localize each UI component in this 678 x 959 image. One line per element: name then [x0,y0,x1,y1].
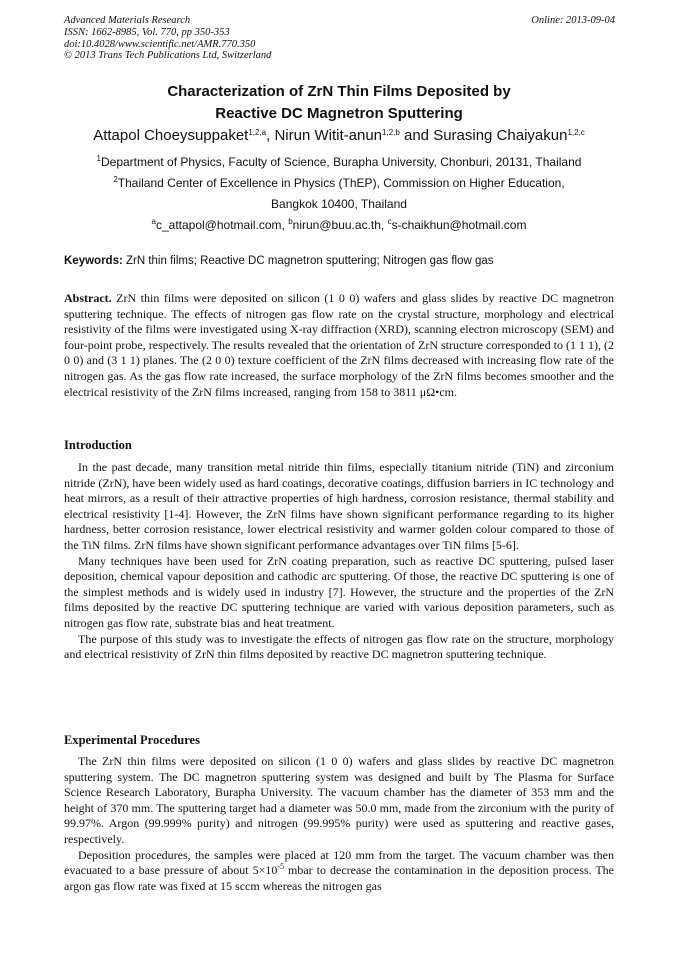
doi: doi:10.4028/www.scientific.net/AMR.770.350 [64,38,256,50]
email-marker: b [288,217,293,226]
author-name: Surasing Chaiyakun [433,127,568,144]
paragraph: In the past decade, many transition metal nitride thin films, especially titanium nitride (TiN) and zirconium nitride (ZrN), have been widely used as hard coatings, decorative coatings, diffusion barriers in IC technology and heat mirrors, as a result of their attractive properties of high hardness, corrosion resistance, thermal stability and electrical resistivity [1-4]. However, the ZrN films have shown significant performance regarding to its higher hardness, better corrosion resistance, lower electrical resistivity and warmer golden colour compared to those of the TiN films. ZrN films have shown significant performance advantages over TiN films [5-6]. [64,460,614,552]
online-date: Online: 2013-09-04 [531,15,615,26]
affiliations [30,152,648,236]
affiliation-2-line-2: Bangkok 10400, Thailand [271,197,407,211]
affiliation-text: Department of Physics, Faculty of Science, Burapha University, Chonburi, 20131, Thailand [100,155,582,169]
copyright: © 2013 Trans Tech Publications Ltd, Switzerland [64,50,272,62]
author-name: Attapol Choeysuppaket [93,127,249,144]
paragraph: The ZrN thin films were deposited on silicon (1 0 0) wafers and glass slides by reactive DC magnetron sputtering system. The DC magnetron sputtering system was designed and built by The Plasma for Surface Science Research Laboratory, Burapha University. The vacuum chamber has the diameter of 353 mm and the height of 370 mm. The sputtering target had a diameter was 50.0 mm, made from the zirconium with the purity of 99.97%. Argon (99.999% purity) and nitrogen (99.995% purity) were used as sputtering and reactive gases, respectively. [64,754,614,846]
affiliation-marker: 2 [113,175,118,184]
author-emails [30,215,648,236]
paragraph: The purpose of this study was to investigate the effects of nitrogen gas flow rate on the structure, morphology and electrical resistivity of ZrN thin films deposited by reactive DC magnetron sputtering technique. [64,631,614,662]
abstract-label: Abstract. [64,291,112,305]
email-text: nirun@buu.ac.th, [292,218,388,232]
email-marker: c [387,217,392,226]
keywords [64,253,624,269]
affiliation-text: Thailand Center of Excellence in Physics (ThEP), Commission on Higher Education, [117,176,565,190]
affiliation-1 [30,152,648,173]
introduction-body [64,460,614,663]
keywords-label: Keywords: [64,255,123,267]
title-line-1: Characterization of ZrN Thin Films Deposited by [167,83,511,100]
keywords-text: ZrN thin films; Reactive DC magnetron sputtering; Nitrogen gas flow gas [122,255,494,267]
paragraph-text: mbar to decrease the contamination in the deposition process. The argon gas flow rate was fixed at 15 sccm whereas the nitrogen gas [64,863,615,893]
abstract-text: ZrN thin films were deposited on silicon (1 0 0) wafers and glass slides by reactive DC magnetron sputtering technique. The effects of nitrogen gas flow rate on the crystal structure, morphology and electrical resistivity of the films were investigated using X-ray diffraction (XRD), scanning electron microscopy (SEM) and four-point probe, respectively. The results revealed that the orientation of ZrN structure corresponded to (1 1 1), (2 0 0) and (3 1 1) planes. The (2 0 0) texture coefficient of the ZrN films decreased with increasing flow rate of the nitrogen gas. As the gas flow rate increased, the surface morphology of the ZrN films becomes smoother and the electrical resistivity of the ZrN films increased, ranging from 158 to 3811 μΩ•cm. [64,291,614,399]
abstract [64,291,614,400]
author-name: Nirun Witit-anun [274,127,383,144]
author-separator: and [399,127,434,144]
issn: ISSN: 1662-8985, Vol. 770, pp 350-353 [64,26,230,38]
exponent: -5 [277,862,285,872]
affiliation-2 [30,173,648,194]
journal-name: Advanced Materials Research [64,15,191,26]
paragraph [64,848,614,895]
author-superscript: 1,2,a [248,128,267,137]
paper-title [40,81,638,125]
email-text: s-chaikhun@hotmail.com [391,218,527,232]
author-separator: , [266,127,275,144]
email-text: c_attapol@hotmail.com, [155,218,289,232]
author-superscript: 1,2,b [382,128,400,137]
author-list [20,127,658,145]
introduction-heading: Introduction [64,438,132,452]
experimental-heading: Experimental Procedures [64,733,200,747]
email-marker: a [151,217,156,226]
paragraph-text: Deposition procedures, the samples were placed at 120 mm from the target. The vacuum chamber was then evacuated to a base pressure of about 5×10 [64,847,614,878]
author-superscript: 1,2,c [567,128,585,137]
affiliation-marker: 1 [96,154,101,163]
paragraph: Many techniques have been used for ZrN coating preparation, such as reactive DC sputtering, pulsed laser deposition, chemical vapour deposition and cathodic arc sputtering. Of those, the reactive DC sputtering is one of the simplest methods and is widely used in industry [7]. However, the structure and the properties of the ZrN films deposited by the reactive DC sputtering technique are varied with various deposition parameters, such as nitrogen gas flow rate, substrate bias and heat treatment. [64,553,614,630]
journal-header [64,15,271,62]
title-line-2: Reactive DC Magnetron Sputtering [215,105,463,122]
experimental-body [64,754,614,894]
